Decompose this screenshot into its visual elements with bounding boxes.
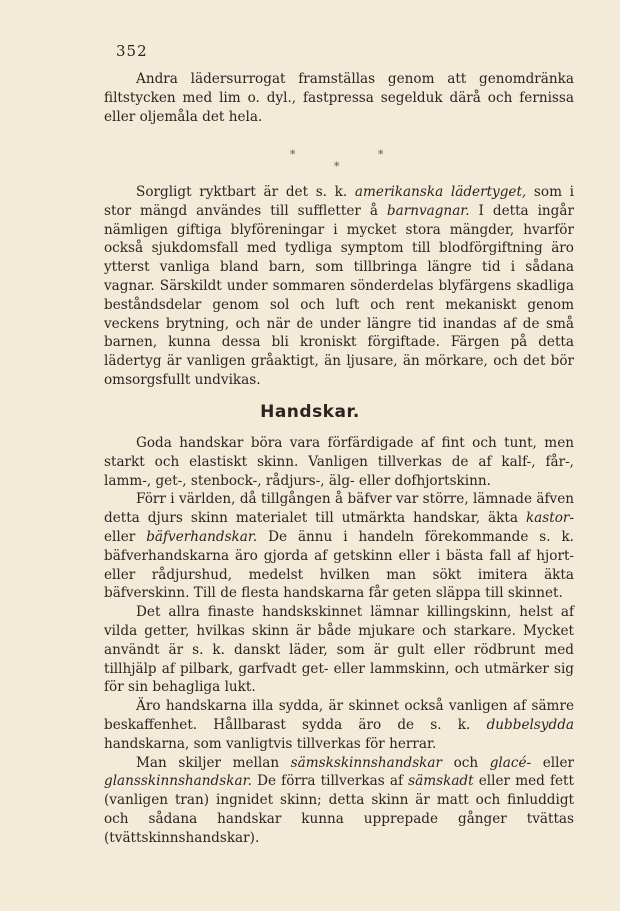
emphasis: bäfverhandskar. [146,528,258,545]
paragraph-1: Goda handskar böra vara förfärdigade af fint och tunt, men starkt och elastiskt skinn. Vanligen tillverkas de af kalf-, får-, lamm-, get-, stenbock-, rådjurs-, älg- eller dofhjortskinn. [104,435,574,489]
intro-paragraph [104,70,574,126]
text-run: De ännu i handeln förekommande s. k. bäfverhandskarna äro gjorda af getskinn eller i bästa fall af hjort- eller rådjurshud, medelst hvilken man sökt imitera äkta bäfverskinn. Till de flesta handskarna får geten släppa till skinnet. [104,528,575,602]
emphasis: amerikanska lädertyget, [354,184,527,200]
paragraph-2 [104,490,574,603]
emphasis: glansskinnshandskar. [104,773,252,790]
intro-text: Andra lädersurrogat framställas genom att genomdränka filtstycken med lim o. dyl., fastpressa segelduk därå och fernissa eller oljemåla det hela. [104,71,574,125]
section-heading: Handskar. [260,402,360,422]
emphasis: dubbelsydda [486,716,574,733]
emphasis: glacé- [489,754,532,771]
text-run: som i stor mängd användes till suffletter å [104,184,574,219]
emphasis: sämskskinnshandskar [290,754,443,771]
paragraph-3: Det allra finaste handskskinnet lämnar killingskinn, helst af vilda getter, hvilkas skinn är både mjukare och starkare. Mycket användt är s. k. danskt läder, som är gult eller rödbrunt med tillhjälp af pilbark, garfvadt get- eller lammskinn, och utmärker sig för sin behagliga lukt. [104,604,574,696]
text-run: eller [104,528,147,545]
emphasis: barnvagnar. [386,202,470,219]
text-run: Förr i världen, då tillgången å bäfver var större, lämnade äfven detta djurs skinn materialet till utmärkta handskar, äkta [104,491,574,527]
separator-star-2: * [378,148,384,161]
emphasis: kastor- [525,510,574,527]
paragraph-4 [104,697,574,753]
text-run: handskarna, som vanligtvis tillverkas för herrar. [104,735,437,752]
text-run: eller [531,754,574,771]
text-run: Äro handskarna illa sydda, är skinnet också vanligen af sämre beskaffenhet. Hållbarast sydda äro de s. k. [104,698,574,733]
barnvagn-section [104,183,574,390]
text-run: Man skiljer mellan [136,754,291,771]
separator-star-3: * [334,160,340,173]
text-run: I detta ingår nämligen giftiga blyföreningar i mycket stora mängder, hvarför också sjukdomsfall med tydliga symptom till blodförgiftning äro ytterst vanliga bland barn, som tillbringa längre tid i sådana vagnar. Särskildt under sommaren sönderdelas blyfärgens skadliga beståndsdelar genom sol och luft och rent mekaniskt genom veckens brytning, och när de under längre tid inandas af de små barnen, kunna dessa bli kroniskt förgiftade. Färgen på detta lädertyg är vanligen gråaktigt, än ljusare, än mörkare, och det bör omsorgsfullt undvikas. [104,202,574,388]
text-run: eller med fett (vanligen tran) ingnidet skinn; detta skinn är matt och finluddigt och sådana handskar kunna upprepade gånger tvättas (tvättskinnshandskar). [104,773,574,846]
page-number: 352 [116,42,148,60]
handskar-section [104,434,574,848]
emphasis: sämskadt [408,773,474,790]
barnvagn-paragraph [104,183,574,390]
separator-star-1: * [290,148,296,161]
text-run: och [442,754,490,771]
paragraph-5 [104,754,574,848]
text-run: Sorgligt ryktbart är det s. k. [136,184,355,200]
text-run: De förra tillverkas af [251,773,409,790]
